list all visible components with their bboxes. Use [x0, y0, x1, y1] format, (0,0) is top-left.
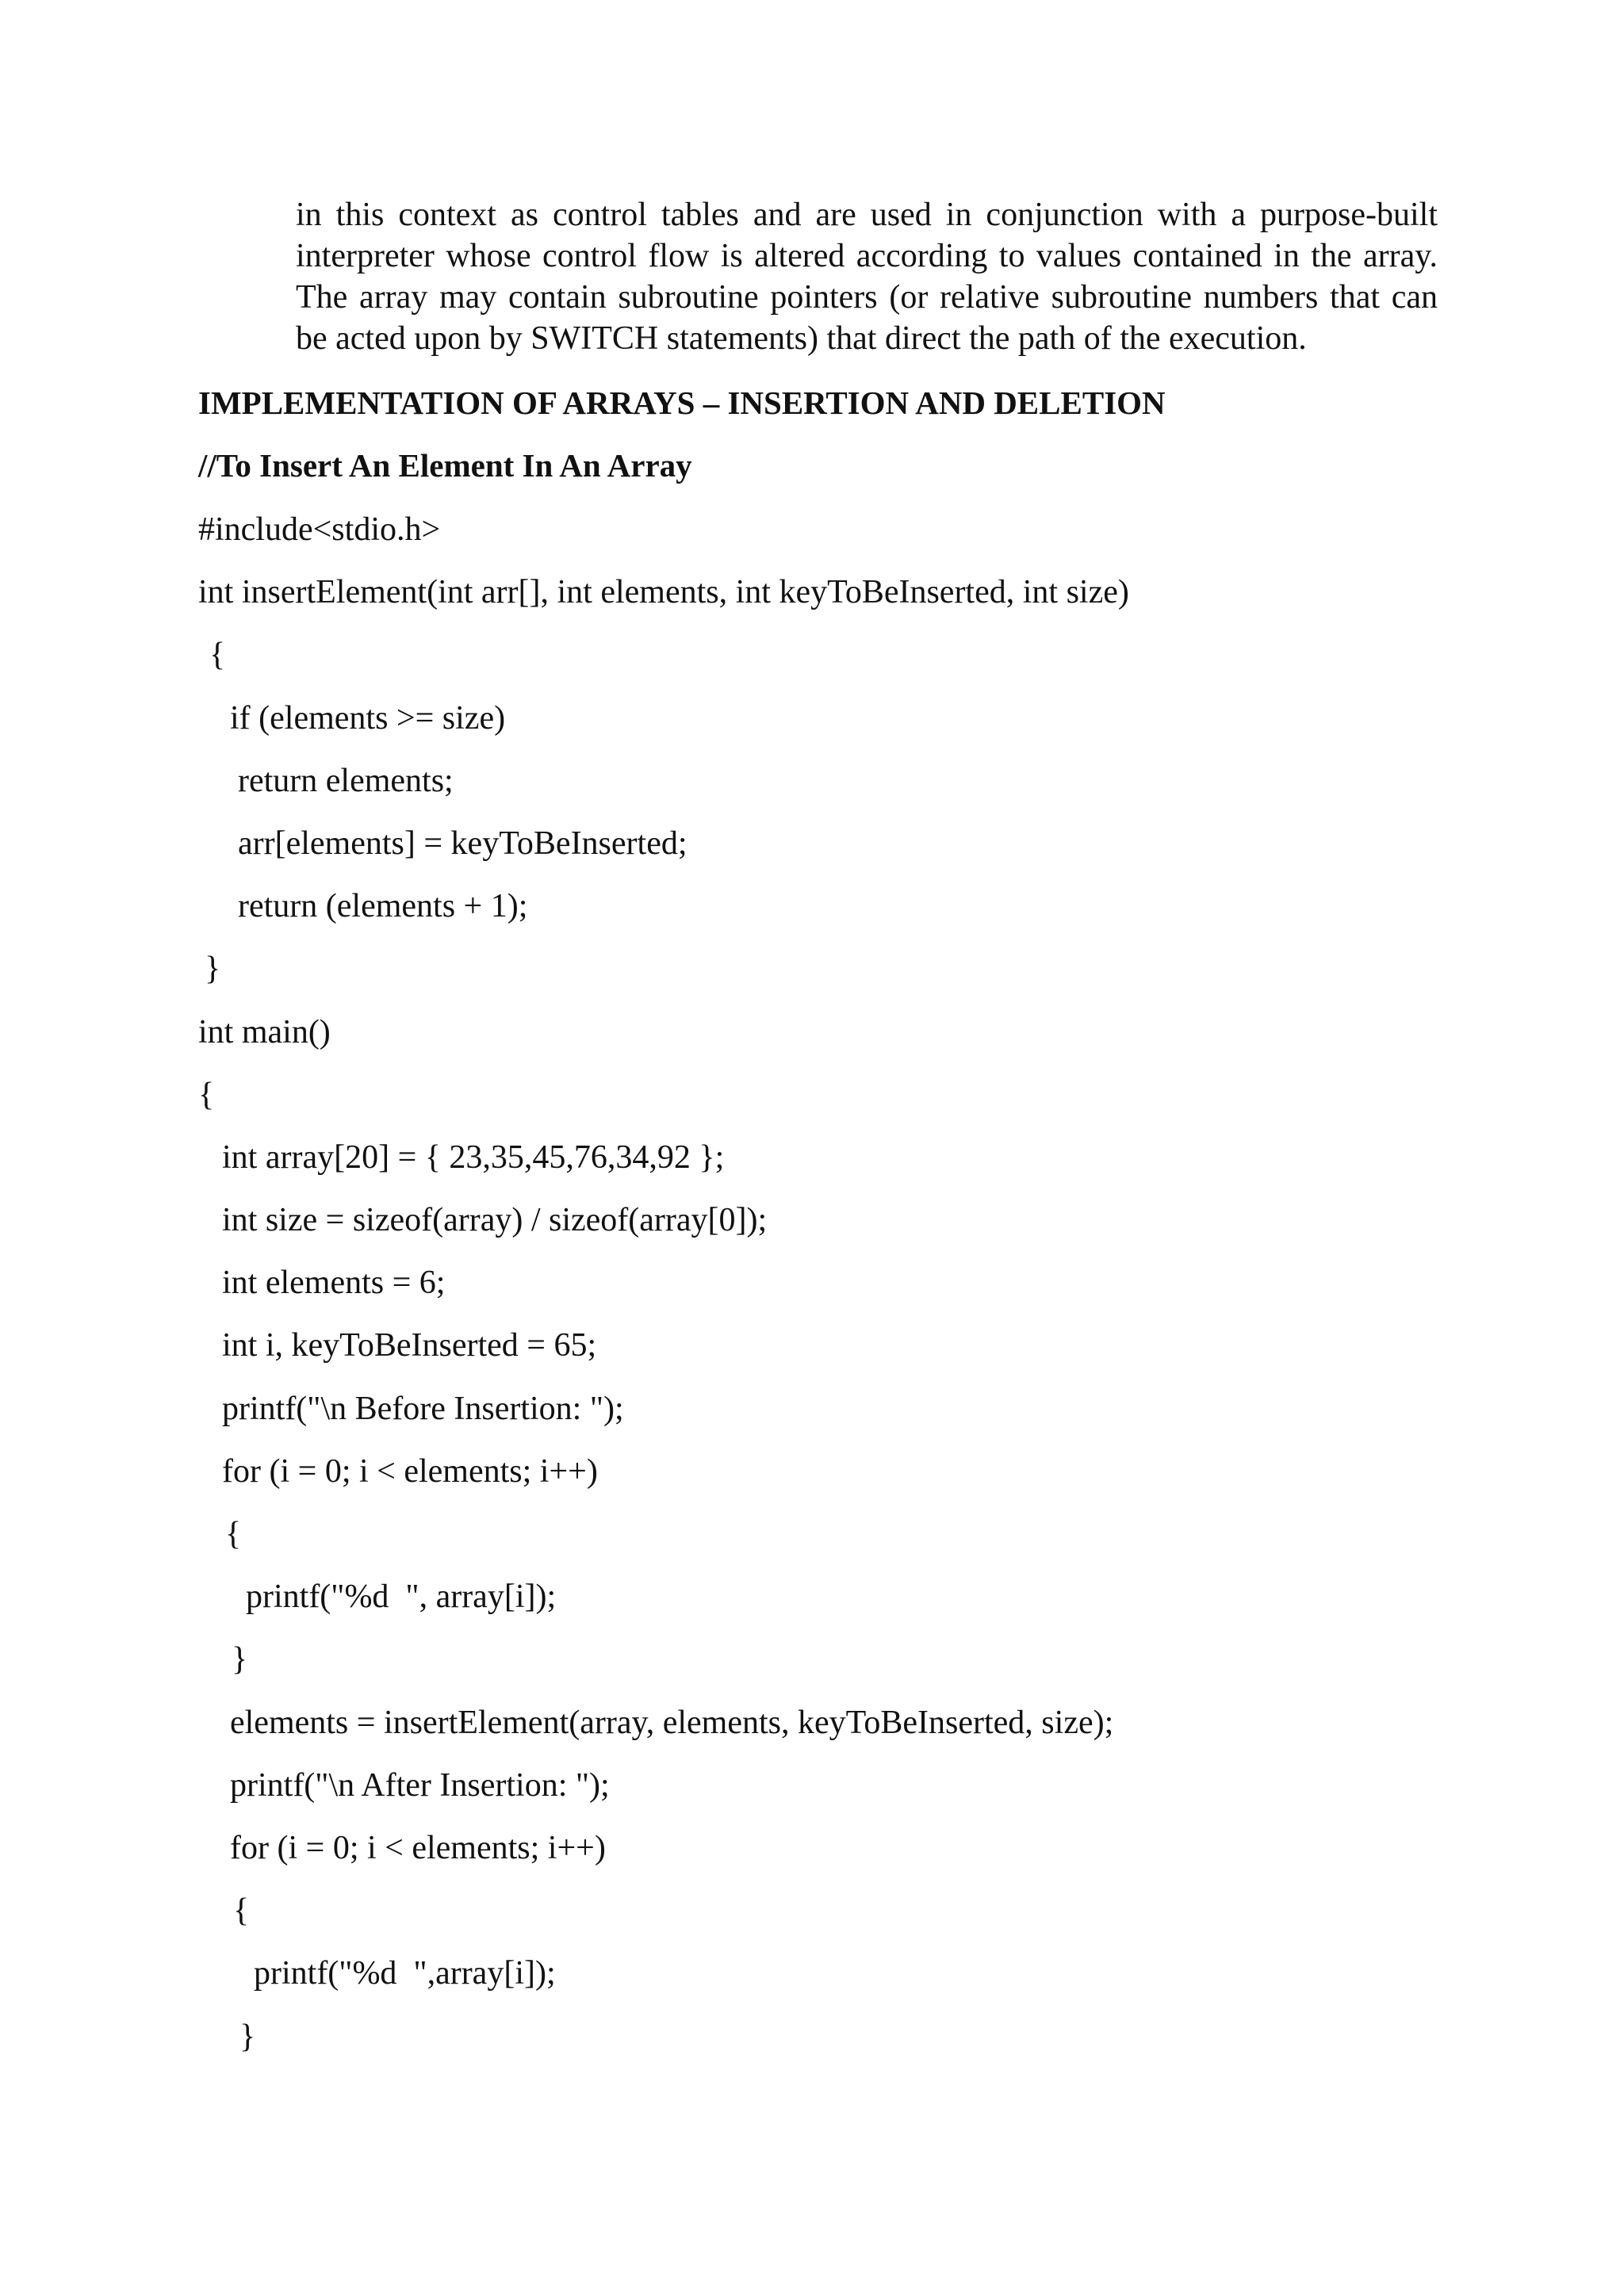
code-line: printf("%d ", array[i]); — [246, 1578, 557, 1615]
code-line: printf("%d ",array[i]); — [254, 1955, 556, 1992]
code-line: { — [209, 637, 226, 673]
code-line: if (elements >= size) — [230, 700, 506, 737]
code-line: } — [205, 951, 221, 987]
code-line: } — [232, 1641, 248, 1678]
code-line: printf("\n Before Insertion: "); — [222, 1391, 624, 1427]
code-line: #include<stdio.h> — [198, 511, 441, 548]
code-line: for (i = 0; i < elements; i++) — [230, 1830, 606, 1866]
code-line: } — [239, 2019, 256, 2055]
code-line: return (elements + 1); — [238, 888, 528, 924]
code-line: { — [198, 1077, 215, 1113]
code-line: { — [225, 1516, 242, 1552]
code-line: return elements; — [238, 763, 454, 799]
code-line: int i, keyToBeInserted = 65; — [222, 1327, 597, 1364]
code-line: int size = sizeof(array) / sizeof(array[0]); — [222, 1202, 768, 1238]
code-line: for (i = 0; i < elements; i++) — [222, 1453, 598, 1490]
code-line: arr[elements] = keyToBeInserted; — [238, 825, 688, 862]
intro-paragraph: in this context as control tables and are used in conjunction with a purpose-built interpreter whose control flow is altered according to values contained in the array. The array may contain subroutine pointers (or relative subroutine numbers that can be acted upon by SWITCH statements) that direct the path of the execution. — [296, 197, 1438, 357]
subheading: //To Insert An Element In An Array — [198, 447, 692, 484]
code-line: int elements = 6; — [222, 1265, 446, 1301]
code-line: int main() — [198, 1014, 331, 1050]
code-line: { — [233, 1892, 250, 1929]
code-line: int insertElement(int arr[], int elements, int keyToBeInserted, int size) — [198, 574, 1129, 610]
code-line: printf("\n After Insertion: "); — [230, 1767, 610, 1804]
code-line: int array[20] = { 23,35,45,76,34,92 }; — [222, 1139, 725, 1176]
section-heading: IMPLEMENTATION OF ARRAYS – INSERTION AND DELETION — [198, 385, 1166, 421]
code-line: elements = insertElement(array, elements, keyToBeInserted, size); — [230, 1705, 1114, 1741]
